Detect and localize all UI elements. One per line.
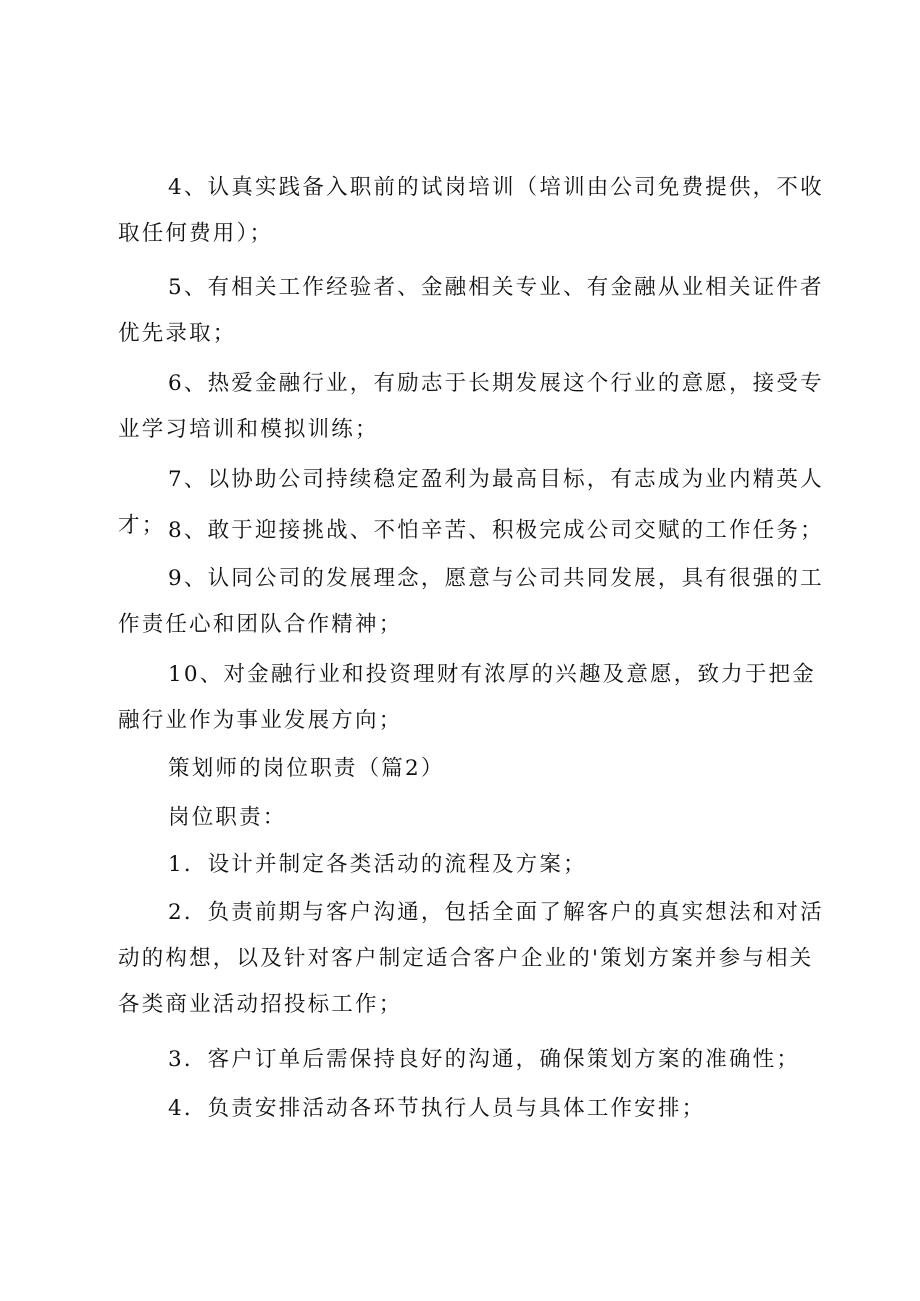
paragraph-item-6: 6、热爱金融行业，有励志于长期发展这个行业的意愿，接受专业学习培训和模拟训练； <box>118 371 824 442</box>
paragraph-item-7: 7、以协助公司持续稳定盈利为最高目标，有志成为业内精英人才； <box>118 467 824 538</box>
paragraph-item-10: 10、对金融行业和投资理财有浓厚的兴趣及意愿，致力于把金融行业作为事业发展方向； <box>118 662 816 733</box>
section-heading: 策划师的岗位职责（篇2） <box>168 756 445 781</box>
paragraph-item-5: 5、有相关工作经验者、金融相关专业、有金融从业相关证件者优先录取； <box>118 275 824 346</box>
duty-item-3: 3．客户订单后需保持良好的沟通，确保策划方案的准确性； <box>168 1047 801 1072</box>
paragraph-item-9: 9、认同公司的发展理念，愿意与公司共同发展，具有很强的工作责任心和团队合作精神； <box>118 566 824 637</box>
paragraph-item-8: 8、敢于迎接挑战、不怕辛苦、积极完成公司交赋的工作任务； <box>168 518 824 543</box>
duty-item-4: 4．负责安排活动各环节执行人员与具体工作安排； <box>168 1096 706 1121</box>
duty-item-2: 2．负责前期与客户沟通，包括全面了解客户的真实想法和对活动的构想，以及针对客户制定适合客户企业的'策划方案并参与相关各类商业活动招投标工作； <box>118 900 824 1017</box>
duty-item-1: 1．设计并制定各类活动的流程及方案； <box>168 852 587 877</box>
paragraph-item-4: 4、认真实践备入职前的试岗培训（培训由公司免费提供，不收取任何费用）； <box>118 175 824 246</box>
duties-label: 岗位职责： <box>168 805 287 830</box>
